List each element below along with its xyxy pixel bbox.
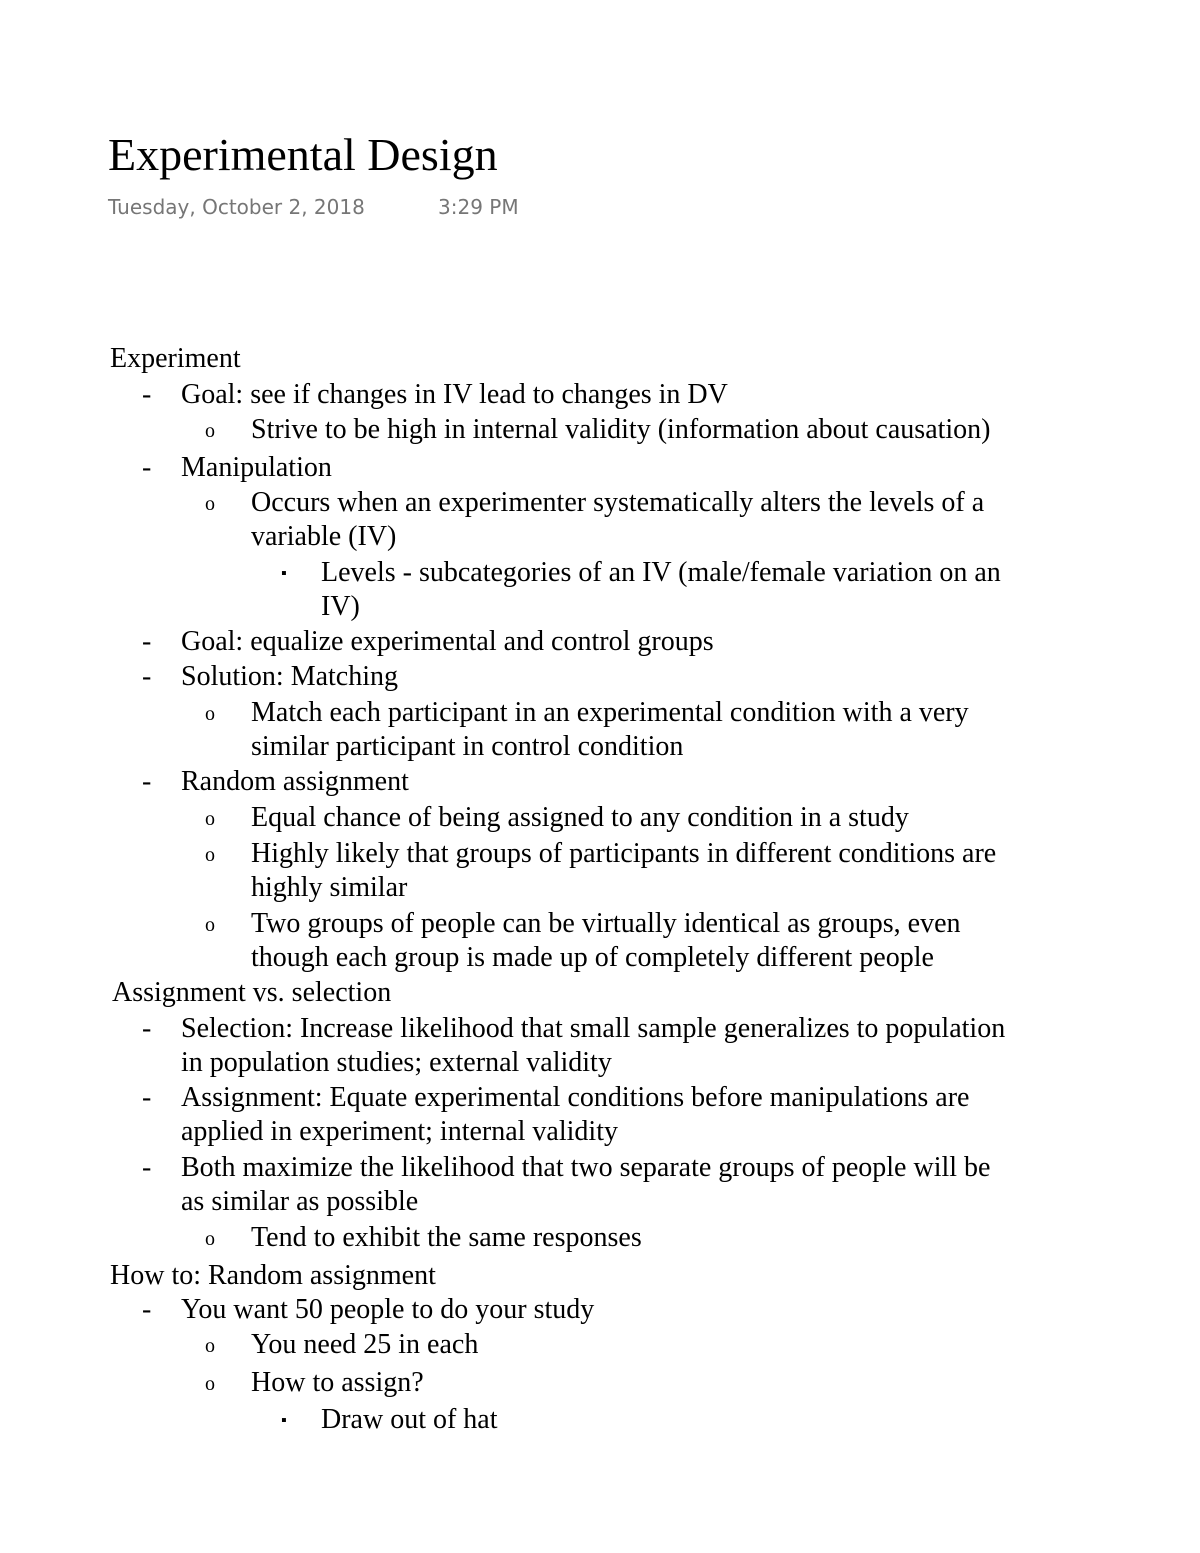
section-heading-assignment: Assignment vs. selection [112, 977, 392, 1008]
list-item: Match each participant in an experimental condition with a very [251, 697, 969, 728]
list-item-continuation: highly similar [251, 872, 408, 903]
list-item: Highly likely that groups of participants in different conditions are [251, 838, 997, 869]
section-heading-experiment: Experiment [110, 343, 241, 374]
list-item-continuation: IV) [321, 591, 360, 622]
list-item: Both maximize the likelihood that two separate groups of people will be [181, 1152, 991, 1183]
dash-bullet: - [142, 1082, 152, 1113]
square-bullet: ▪ [281, 565, 287, 582]
list-item: Levels - subcategories of an IV (male/female variation on an [321, 557, 1001, 588]
list-item: Random assignment [181, 766, 409, 797]
list-item: Selection: Increase likelihood that small sample generalizes to population [181, 1013, 1006, 1044]
list-item-continuation: though each group is made up of completely different people [251, 942, 934, 973]
dash-bullet: - [142, 626, 152, 657]
list-item: Two groups of people can be virtually identical as groups, even [251, 908, 961, 939]
list-item-continuation: variable (IV) [251, 521, 397, 552]
list-item: Occurs when an experimenter systematically alters the levels of a [251, 487, 985, 518]
dash-bullet: - [142, 1294, 152, 1325]
circle-bullet: o [205, 703, 215, 725]
square-bullet: ▪ [281, 1412, 287, 1429]
circle-bullet: o [205, 493, 215, 515]
circle-bullet: o [205, 1373, 215, 1395]
list-item: Solution: Matching [181, 661, 398, 692]
page-title: Experimental Design [108, 129, 498, 180]
list-item: Goal: see if changes in IV lead to changes in DV [181, 379, 728, 410]
dash-bullet: - [142, 1013, 152, 1044]
dash-bullet: - [142, 766, 152, 797]
circle-bullet: o [205, 844, 215, 866]
circle-bullet: o [205, 1335, 215, 1357]
note-time: 3:29 PM [438, 195, 519, 219]
list-item: Equal chance of being assigned to any condition in a study [251, 802, 909, 833]
circle-bullet: o [205, 1228, 215, 1250]
section-heading-howto: How to: Random assignment [110, 1260, 436, 1291]
list-item-continuation: applied in experiment; internal validity [181, 1116, 618, 1147]
list-item: Tend to exhibit the same responses [251, 1222, 642, 1253]
list-item: Manipulation [181, 452, 332, 483]
circle-bullet: o [205, 420, 215, 442]
list-item-continuation: in population studies; external validity [181, 1047, 612, 1078]
list-item: Assignment: Equate experimental conditions before manipulations are [181, 1082, 970, 1113]
circle-bullet: o [205, 914, 215, 936]
dash-bullet: - [142, 661, 152, 692]
list-item-continuation: as similar as possible [181, 1186, 419, 1217]
list-item-continuation: similar participant in control condition [251, 731, 684, 762]
list-item: You want 50 people to do your study [181, 1294, 595, 1325]
list-item: Strive to be high in internal validity (information about causation) [251, 414, 991, 445]
list-item: You need 25 in each [251, 1329, 479, 1360]
list-item: How to assign? [251, 1367, 424, 1398]
dash-bullet: - [142, 1152, 152, 1183]
circle-bullet: o [205, 808, 215, 830]
dash-bullet: - [142, 452, 152, 483]
list-item: Draw out of hat [321, 1404, 498, 1435]
dash-bullet: - [142, 379, 152, 410]
list-item: Goal: equalize experimental and control groups [181, 626, 714, 657]
note-date: Tuesday, October 2, 2018 [108, 195, 365, 219]
